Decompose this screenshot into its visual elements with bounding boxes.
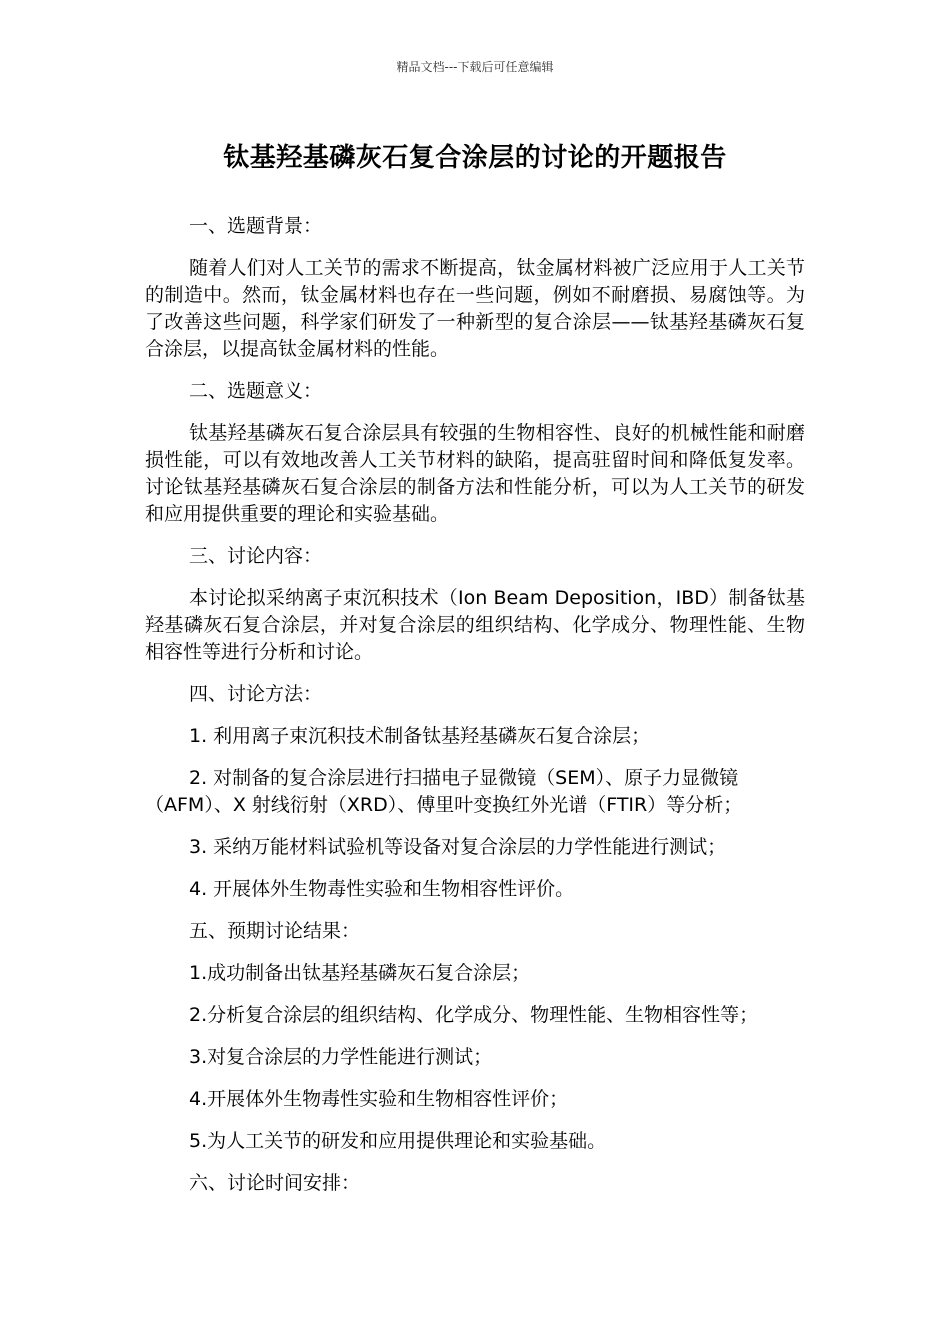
section-para-significance: 钛基羟基磷灰石复合涂层具有较强的生物相容性、良好的机械性能和耐磨损性能，可以有效地改善人工关节材料的缺陷，提高驻留时间和降低复发率。讨论钛基羟基磷灰石复合涂层的制备方法和性能分析，可以为人工关节的研发和应用提供重要的理论和实验基础。	[145, 422, 805, 525]
document-body	[145, 213, 805, 1212]
result-item-2: 2.分析复合涂层的组织结构、化学成分、物理性能、生物相容性等；	[189, 1004, 759, 1026]
method-item-2-line-1: 2. 对制备的复合涂层进行扫描电子显微镜（SEM）、原子力显微镜	[189, 767, 739, 789]
method-item-4: 4. 开展体外生物毒性实验和生物相容性评价。	[189, 878, 575, 900]
result-item-1: 1.成功制备出钛基羟基磷灰石复合涂层；	[189, 962, 531, 984]
method-item-1: 1. 利用离子束沉积技术制备钛基羟基磷灰石复合涂层；	[189, 725, 651, 747]
result-item-4: 4.开展体外生物毒性实验和生物相容性评价；	[189, 1088, 569, 1110]
result-item-5: 5.为人工关节的研发和应用提供理论和实验基础。	[189, 1130, 607, 1152]
method-item-2-line-2: （AFM）、X 射线衍射（XRD）、傅里叶变换红外光谱（FTIR）等分析；	[145, 794, 743, 816]
method-item-3: 3. 采纳万能材料试验机等设备对复合涂层的力学性能进行测试；	[189, 836, 727, 858]
section-heading-significance: 二、选题意义：	[189, 380, 323, 402]
method-item-2	[145, 765, 805, 819]
section-para-background: 随着人们对人工关节的需求不断提高，钛金属材料被广泛应用于人工关节的制造中。然而，钛金属材料也存在一些问题，例如不耐磨损、易腐蚀等。为了改善这些问题，科学家们研发了一种新型的复合涂层——钛基羟基磷灰石复合涂层，以提高钛金属材料的性能。	[145, 257, 805, 360]
section-heading-schedule: 六、讨论时间安排：	[189, 1172, 361, 1194]
section-heading-content: 三、讨论内容：	[189, 545, 323, 567]
section-heading-background: 一、选题背景：	[189, 215, 323, 237]
result-item-3: 3.对复合涂层的力学性能进行测试；	[189, 1046, 493, 1068]
section-para-content: 本讨论拟采纳离子束沉积技术（Ion Beam Deposition，IBD）制备钛基羟基磷灰石复合涂层，并对复合涂层的组织结构、化学成分、物理性能、生物相容性等进行分析和讨论。	[145, 587, 805, 663]
section-heading-results: 五、预期讨论结果：	[189, 920, 361, 942]
document-title: 钛基羟基磷灰石复合涂层的讨论的开题报告	[223, 143, 727, 173]
section-heading-method: 四、讨论方法：	[189, 683, 323, 705]
header-watermark: 精品文档---下载后可任意编辑	[396, 60, 554, 74]
